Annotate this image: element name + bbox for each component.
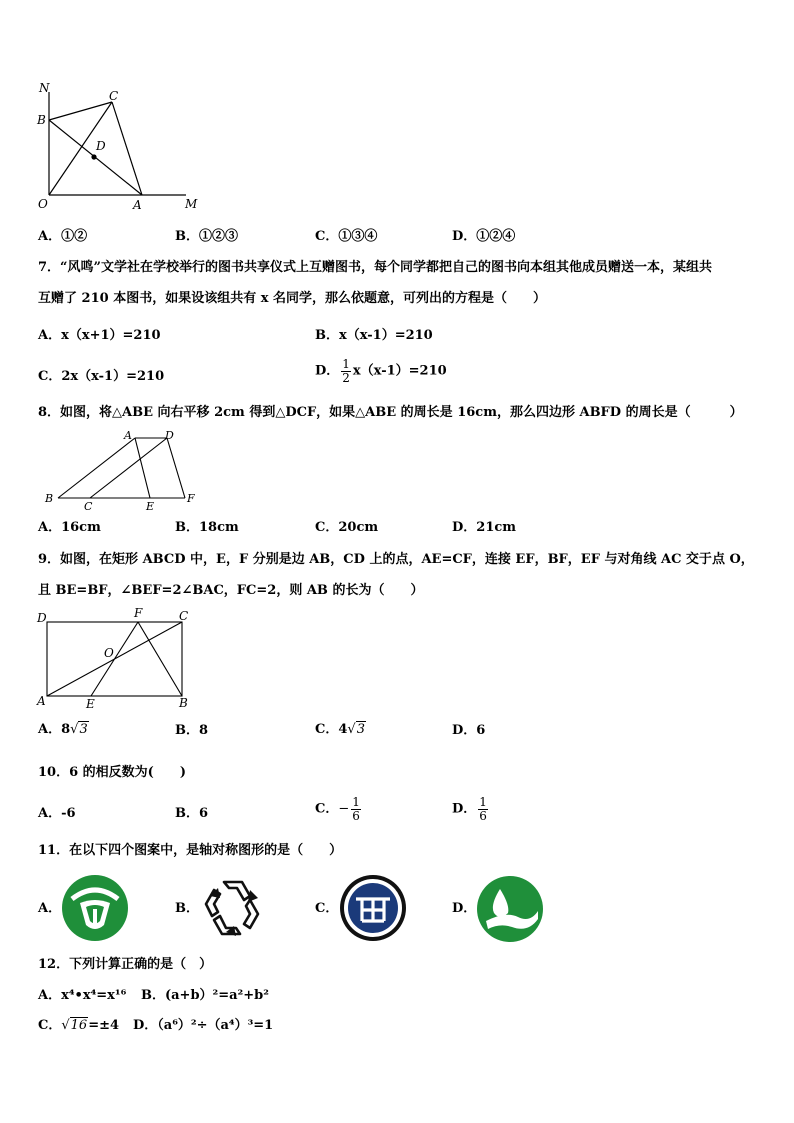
q7-option-a[interactable]: A．x（x+1）=210 bbox=[38, 328, 161, 343]
q11-stem: 11．在以下四个图案中，是轴对称图形的是（ ） bbox=[38, 843, 343, 858]
fraction-half: $\frac{1}{2}$ bbox=[342, 357, 350, 385]
q10-option-d[interactable]: D． $\frac{1}{6}$ bbox=[452, 795, 487, 823]
q6-option-a[interactable]: A．①② bbox=[38, 229, 88, 244]
label-c: C bbox=[109, 89, 119, 103]
segment-cd bbox=[90, 438, 167, 498]
q9-option-c[interactable]: C．4√3 bbox=[315, 722, 365, 737]
segment-ca bbox=[112, 102, 142, 195]
q10-option-a[interactable]: A．-6 bbox=[38, 806, 76, 821]
q6-option-b[interactable]: B．①②③ bbox=[175, 229, 239, 244]
green-seal-icon[interactable] bbox=[60, 873, 130, 943]
label-b: B bbox=[45, 492, 54, 505]
q9-figure bbox=[34, 604, 194, 710]
label-c: C bbox=[84, 500, 93, 513]
q11-option-b-letter[interactable]: B． bbox=[175, 901, 199, 916]
q10-option-b[interactable]: B．6 bbox=[175, 806, 209, 821]
recycle-icon[interactable] bbox=[200, 876, 266, 940]
q12-option-c[interactable]: C．√16=±4 bbox=[38, 1018, 120, 1033]
q7-option-b[interactable]: B．x（x-1）=210 bbox=[315, 328, 433, 343]
q8-option-b[interactable]: B．18cm bbox=[175, 520, 239, 535]
segment-df bbox=[167, 438, 185, 498]
q9-stem-line1: 9．如图，在矩形 ABCD 中，E，F 分别是边 AB，CD 上的点，AE=CF，连接 EF，BF，EF 与对角线 AC 交于点 O， bbox=[38, 552, 754, 567]
q8-figure bbox=[42, 428, 202, 514]
label-b: B bbox=[37, 113, 46, 127]
q7-option-c[interactable]: C．2x（x-1）=210 bbox=[38, 369, 165, 384]
label-d: D bbox=[96, 139, 106, 153]
q9-stem-line2: 且 BE=BF，∠BEF=2∠BAC，FC=2，则 AB 的长为（ ） bbox=[38, 583, 424, 598]
q12-stem: 12．下列计算正确的是（ ） bbox=[38, 957, 213, 972]
label-b: B bbox=[179, 696, 188, 710]
label-a: A bbox=[124, 429, 132, 442]
point-d bbox=[91, 154, 96, 159]
segment-fb bbox=[138, 622, 182, 696]
q6-option-c[interactable]: C．①③④ bbox=[315, 229, 378, 244]
label-c: C bbox=[179, 609, 189, 623]
q9-option-b[interactable]: B．8 bbox=[175, 723, 209, 738]
q11-option-c-letter[interactable]: C． bbox=[315, 901, 339, 916]
fraction-sixth: $\frac{1}{6}$ bbox=[352, 795, 360, 823]
q8-option-a[interactable]: A．16cm bbox=[38, 520, 101, 535]
q12-option-a[interactable]: A．x⁴•x⁴=x¹⁶ bbox=[38, 988, 127, 1003]
label-e: E bbox=[86, 697, 95, 710]
segment-ef bbox=[91, 622, 138, 696]
water-drop-icon[interactable] bbox=[476, 875, 544, 943]
label-d: D bbox=[165, 429, 174, 442]
label-o: O bbox=[38, 197, 48, 211]
label-a: A bbox=[37, 694, 46, 708]
q11-option-a-letter[interactable]: A． bbox=[38, 901, 62, 916]
circle-emblem-icon[interactable] bbox=[338, 873, 408, 943]
label-d: D bbox=[37, 611, 47, 625]
sqrt-icon: √3 bbox=[347, 722, 365, 737]
q9-option-d[interactable]: D．6 bbox=[452, 723, 486, 738]
label-m: M bbox=[185, 197, 198, 211]
fraction-sixth: $\frac{1}{6}$ bbox=[479, 795, 487, 823]
label-e: E bbox=[146, 500, 155, 513]
q8-option-c[interactable]: C．20cm bbox=[315, 520, 379, 535]
q12-option-d[interactable]: D．（a⁶）²÷（a⁴）³=1 bbox=[133, 1018, 274, 1033]
q11-option-d-letter[interactable]: D． bbox=[452, 901, 477, 916]
q10-option-c[interactable]: C．− $\frac{1}{6}$ bbox=[315, 795, 360, 823]
q8-stem: 8．如图，将△ABE 向右平移 2cm 得到△DCF，如果△ABE 的周长是 16cm，那么四边形 ABFD 的周长是（ ） bbox=[38, 405, 743, 420]
q7-option-d[interactable]: D． $\frac{1}{2}$ x（x-1）=210 bbox=[315, 357, 447, 385]
q7-stem-line2: 互赠了 210 本图书，如果设该组共有 x 名同学，那么依题意，可列出的方程是（ ） bbox=[38, 291, 546, 306]
q7-stem-line1: 7．“风鸣”文学社在学校举行的图书共享仪式上互赠图书，每个同学都把自己的图书向本组其他成员赠送一本，某组共 bbox=[38, 260, 713, 275]
label-f: F bbox=[134, 606, 143, 620]
label-o: O bbox=[104, 646, 114, 660]
q12-option-b[interactable]: B．(a+b）²=a²+b² bbox=[141, 988, 269, 1003]
q6-option-d[interactable]: D．①②④ bbox=[452, 229, 516, 244]
q10-stem: 10．6 的相反数为( ) bbox=[38, 765, 186, 780]
sqrt-icon: √16 bbox=[61, 1018, 88, 1033]
label-a: A bbox=[133, 198, 142, 212]
segment-bc bbox=[49, 102, 112, 120]
label-f: F bbox=[187, 492, 195, 505]
q9-option-a[interactable]: A．8√3 bbox=[38, 722, 88, 737]
sqrt-icon: √3 bbox=[70, 722, 88, 737]
segment-ba bbox=[58, 438, 135, 498]
q8-option-d[interactable]: D．21cm bbox=[452, 520, 517, 535]
label-n: N bbox=[39, 81, 50, 95]
segment-ae bbox=[135, 438, 150, 498]
q6-figure bbox=[34, 80, 204, 215]
